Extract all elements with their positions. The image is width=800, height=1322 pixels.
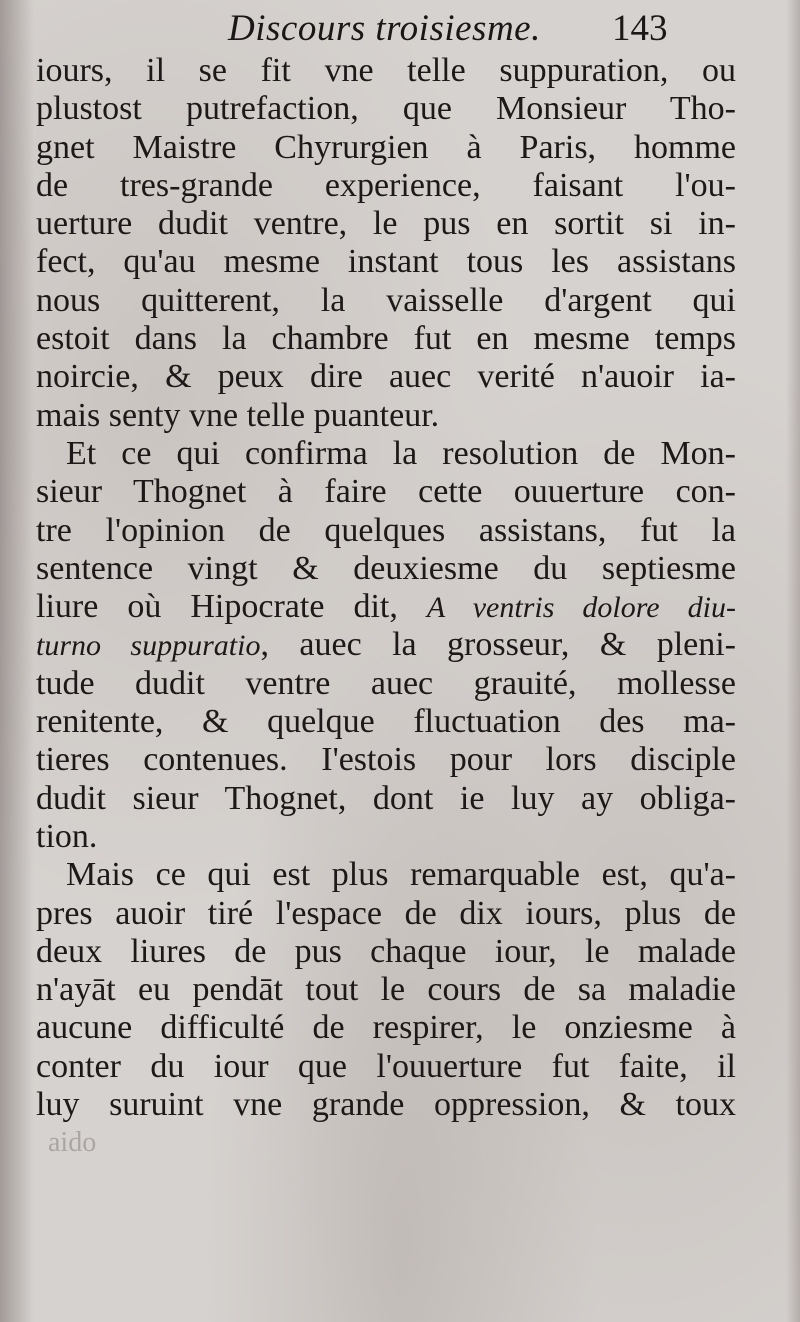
- text-line: nous quitterent, la vaisselle d'argent qui: [36, 281, 736, 319]
- catchword-faint: aido: [48, 1127, 97, 1159]
- text-line: Mais ce qui est plus remarquable est, qu'a-: [66, 856, 736, 894]
- text-line: tion.: [36, 817, 98, 855]
- text-line: mais senty vne telle puanteur.: [36, 396, 440, 434]
- text-line: plustost putrefaction, que Monsieur Tho-: [36, 90, 736, 128]
- text-line: gnet Maistre Chyrurgien à Paris, homme: [36, 128, 736, 166]
- text-line: luy suruint vne grande oppression, & toux: [36, 1086, 736, 1124]
- latin-quote: A ventris dolore diu-: [426, 591, 736, 625]
- page-edge-shadow: [786, 0, 800, 1322]
- text-line: conter du iour que l'ouuerture fut faite, il: [36, 1047, 736, 1085]
- text-line: aucune difficulté de respirer, le onziesme à: [36, 1009, 736, 1047]
- text-line: renitente, & quelque fluctuation des ma-: [36, 703, 736, 741]
- text-line: fect, qu'au mesme instant tous les assistans: [36, 243, 736, 281]
- page-number: 143: [612, 8, 668, 49]
- text-span: , auec la grosseur, & pleni-: [260, 626, 736, 664]
- text-line: tude dudit ventre auec grauité, mollesse: [36, 664, 736, 702]
- latin-quote-end: turno suppuratio: [36, 629, 261, 663]
- text-line: sentence vingt & deuxiesme du septiesme: [36, 549, 736, 587]
- text-line: iours, il se fit vne telle suppuration, ou: [36, 52, 736, 89]
- text-line: sieur Thognet à faire cette ouuerture con-: [36, 473, 736, 511]
- text-line: pres auoir tiré l'espace de dix iours, plus de: [36, 894, 736, 932]
- text-line: estoit dans la chambre fut en mesme temps: [36, 320, 736, 358]
- text-line: uerture dudit ventre, le pus en sortit si in-: [36, 205, 736, 243]
- text-line: deux liures de pus chaque iour, le malade: [36, 932, 736, 970]
- text-line: n'ayāt eu pendāt tout le cours de sa maladie: [36, 971, 736, 1009]
- text-line-with-latin: [36, 588, 736, 626]
- text-span: liure où Hipocrate dit,: [36, 588, 398, 626]
- text-line: dudit sieur Thognet, dont ie luy ay obliga-: [36, 779, 736, 817]
- text-line: tre l'opinion de quelques assistans, fut la: [36, 511, 736, 549]
- body-text: [36, 52, 736, 1163]
- text-line: de tres-grande experience, faisant l'ou-: [36, 166, 736, 204]
- text-line: tieres contenues. I'estois pour lors disciple: [36, 741, 736, 779]
- text-line-with-latin: [36, 626, 736, 664]
- binding-gutter-shadow: [0, 0, 34, 1322]
- running-title: Discours troisiesme.: [228, 8, 541, 49]
- text-line: noircie, & peux dire auec verité n'auoir ia-: [36, 358, 736, 396]
- text-line: Et ce qui confirma la resolution de Mon-: [66, 434, 736, 472]
- page-header: [0, 6, 800, 52]
